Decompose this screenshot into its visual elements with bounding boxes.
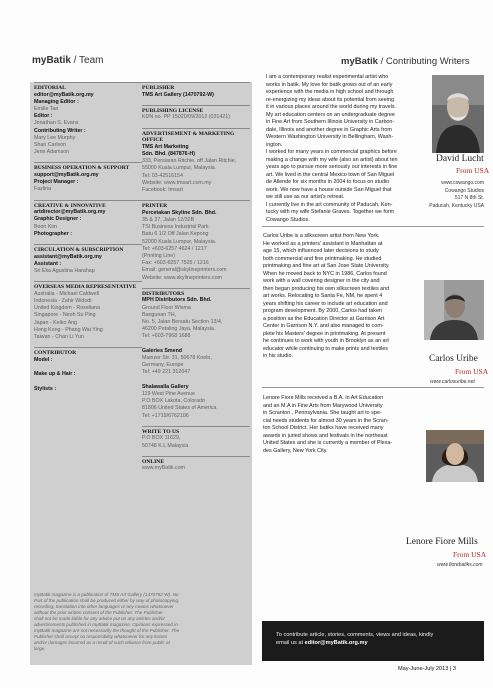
- masthead-line: Shalawalla Gallery: [142, 383, 189, 390]
- masthead-line: Model :: [34, 356, 53, 363]
- section-heading: PRINTER: [142, 200, 250, 210]
- writer-bio-lenore-fiore-mills: [263, 395, 423, 455]
- legal-line: recording, translation into other languages or any means whatsoever: [34, 604, 174, 609]
- email-link[interactable]: editor@myBatik.org.my: [304, 640, 368, 646]
- masthead-line: assistant@myBatik.org.my: [34, 253, 102, 260]
- writer-website: [437, 562, 483, 568]
- brand-name: myBatik: [341, 56, 378, 67]
- writer-origin: From USA: [455, 367, 489, 376]
- divider: [262, 387, 484, 388]
- masthead-column-right: [142, 82, 250, 473]
- masthead-line: Tel: 03-42516154: [142, 172, 183, 179]
- masthead-column-left: [34, 82, 142, 393]
- masthead-section: [34, 244, 142, 275]
- section-heading: PUBLISHING LICENSE: [142, 105, 250, 115]
- masthead-line: Photographer :: [34, 230, 72, 237]
- divider: [262, 226, 484, 227]
- masthead-line: Emilie Tan: [34, 106, 59, 112]
- bio-line: Western Washington University in Bellingham, Wash-: [266, 134, 394, 140]
- legal-line: without the prior written consent of the Publisher. The Publisher: [34, 610, 163, 615]
- masthead-line: Tel: +1719/6762106: [142, 412, 189, 419]
- section-heading: BUSINESS OPERATION & SUPPORT: [34, 162, 142, 172]
- bio-line: art. We lived in the central Mexico town of San Miguel: [266, 171, 395, 178]
- legal-line: large.: [34, 646, 46, 651]
- bio-line: in Scranton , Pennsylvania. She taught art to spe-: [263, 410, 382, 416]
- masthead-line: 119 West Pine Avenue: [142, 391, 196, 398]
- bio-line: Center in Garrison N.Y. and also managed to com-: [263, 323, 384, 329]
- masthead-line: [34, 378, 142, 385]
- writer-website: [430, 379, 475, 385]
- bio-line: Carlos Uribe is a silkscreen artist from New York.: [263, 233, 380, 239]
- masthead-line: Email: general@skylineprinters.com: [142, 267, 227, 274]
- bio-line: years ago to pursue more seriously our interests in fine: [266, 164, 398, 170]
- masthead-line: 333, Persiaran Ritchie, off Jalan Ritchie,: [142, 158, 237, 165]
- bio-line: making a change with my wife (also an artist) about ten: [266, 156, 398, 163]
- masthead-line: P.O BOX 11629,: [142, 435, 181, 442]
- portrait-david-lucht: [432, 75, 484, 153]
- masthead-line: Sdn. Bhd. (847876-H): [142, 150, 195, 157]
- section-name: / Contributing Writers: [377, 56, 470, 67]
- masthead-line: TMS Art Marketing: [142, 143, 189, 150]
- bio-line: in Fine Art from Southern Illinois University in Carbon-: [266, 119, 395, 125]
- masthead-line: Shan Carlson: [34, 142, 67, 149]
- writer-bio-carlos-uribe: [263, 233, 415, 361]
- masthead-line: P.O BOX Lakota, Colorado: [142, 398, 205, 405]
- bio-line: Cowango Studios.: [266, 216, 310, 223]
- legal-line: myBatik magazine are not necessarily the thought of the Publisher. The: [34, 628, 180, 633]
- writer-url[interactable]: www.cowango.com: [441, 180, 484, 186]
- bio-line: de Allende for six months in 2004 to focus on studio: [266, 179, 390, 185]
- masthead-section: [34, 162, 142, 193]
- masthead-line: 55000 Kuala Lumpur, Malaysia.: [142, 165, 217, 172]
- bio-line: he continues to work with youth in Brooklyn as an art: [263, 338, 389, 344]
- section-heading: CONTRIBUTOR: [34, 347, 142, 357]
- masthead-section: [34, 200, 142, 238]
- writer-origin: From USA: [453, 550, 487, 559]
- bio-line: des Gallery, New York City.: [263, 447, 328, 454]
- masthead-line: [142, 377, 250, 384]
- legal-line: and/or damages incurred as a result of such reliance from public at: [34, 640, 170, 645]
- bio-line: in his studio.: [263, 353, 293, 359]
- bio-line: program development. By 2000, Carlos had taken: [263, 308, 382, 314]
- bio-line: educator while continuing to make prints and textiles: [263, 345, 388, 352]
- masthead-line: Fax: +603-6257 7525 / 1216: [142, 260, 209, 267]
- masthead-line: Tel: +603-6257 4624 / 1217: [142, 245, 207, 252]
- legal-line: Publisher shall accept no responsibility whatsoever for any losses: [34, 634, 168, 639]
- masthead-line: Editor :: [34, 113, 53, 120]
- writer-address-line: 517 N 8th St.: [454, 195, 484, 201]
- legal-line: Part of the publication shall be produced either by way of photocopying,: [34, 598, 180, 603]
- writer-name: Carlos Uribe: [429, 354, 478, 364]
- writer-origin: From USA: [456, 166, 490, 175]
- masthead-line: Tel: +603-7968 1688: [142, 333, 191, 340]
- section-heading: OVERSEAS MEDIA REPRESENTATIVE: [34, 281, 142, 291]
- masthead-line: Singapore - Neoh Su Ping: [34, 312, 96, 319]
- masthead-line: Sri Eka Agustina Harahap: [34, 268, 95, 275]
- writer-address-line: Paducah, Kentucky USA: [429, 202, 484, 209]
- contribute-email-line: [276, 639, 484, 647]
- masthead-line: Ground Floor Wisma: [142, 304, 191, 311]
- masthead-section: [142, 128, 250, 195]
- masthead-line: Boon Kim: [34, 223, 57, 230]
- bio-line: I am a contemporary realist experimental artist who: [266, 74, 389, 80]
- masthead-line: 81806 United States of America: [142, 405, 217, 412]
- masthead-line: Hong Kong - Phang Wai Ying: [34, 326, 103, 333]
- masthead-line: Bangunan TH,: [142, 311, 177, 318]
- bio-line: age 15, which influenced later decisions to study: [263, 248, 379, 254]
- bio-line: art works. Relocating to Santa Fe, NM, he spent 4: [263, 293, 383, 299]
- masthead-line: MPH Distributors Sdn. Bhd.: [142, 297, 212, 304]
- masthead-line: Graphic Designer :: [34, 216, 82, 223]
- masthead-line: 52000 Kuala Lumpur, Malaysia.: [142, 238, 217, 245]
- bio-line: tucky with my wife Stefanie Graves. Together we form: [266, 209, 395, 215]
- bio-line: Lenore Fiore Mills received a B.A. in Art Education: [263, 395, 384, 401]
- bio-line: printmaking and fine art at San Jose State University.: [263, 263, 390, 269]
- masthead-section: [34, 82, 142, 156]
- masthead-line: Tel: +49 221 312047: [142, 369, 191, 376]
- masthead-panel: [30, 82, 252, 665]
- masthead-line: Batu 6 1/2 Off Jalan Kepong: [142, 231, 209, 238]
- masthead-section: [34, 347, 142, 393]
- bio-line: then began producing his own silkscreen textiles and: [263, 285, 390, 292]
- contribute-text: To contribute article, stories, comments, views and ideas, kindly: [276, 632, 434, 638]
- masthead-section: [142, 82, 250, 99]
- masthead-line: support@myBatik.org.my: [34, 172, 99, 179]
- writer-url[interactable]: www.fiorebatiks.com: [437, 562, 483, 568]
- masthead-line: [34, 364, 142, 371]
- masthead-line: 50748 K.L Malaysia: [142, 442, 189, 449]
- masthead-line: No. 5, Jalan Bersatu Section 13/4,: [142, 319, 223, 326]
- masthead-section: [34, 281, 142, 341]
- masthead-line: Stylists :: [34, 385, 57, 392]
- writers-header: [341, 56, 470, 67]
- legal-line: myBatik magazine is a publication of TMS Art Gallery (1470792-W). No: [34, 592, 179, 597]
- brand-name: myBatik: [32, 55, 71, 66]
- bio-line: it in various places around the world during my travels.: [266, 104, 397, 110]
- masthead-line: Make up & Hair :: [34, 371, 76, 378]
- masthead-line: United Kingdom - Roseliana: [34, 305, 100, 312]
- bio-line: plete his Masters' degree in printmaking. At present: [263, 330, 386, 337]
- team-header: [32, 55, 104, 66]
- bio-line: a position as the Education Director at Garrison Art: [263, 315, 385, 322]
- bio-line: we still use as our artist's retreat.: [266, 194, 345, 200]
- masthead-section: [142, 200, 250, 282]
- masthead-line: Project Manager :: [34, 179, 79, 186]
- bio-line: I currently live in the art community of Paducah, Ken-: [266, 201, 393, 208]
- bio-line: cial needs students for almost 30 years in the Scran-: [263, 417, 389, 424]
- masthead-section: [142, 456, 250, 473]
- bio-line: works in batik. My love for batik grows out of an early: [266, 81, 393, 88]
- masthead-line: 35 & 37, Jalan 12/32B: [142, 217, 195, 223]
- masthead-section: [142, 288, 250, 420]
- masthead-line: Fazlina: [34, 186, 52, 193]
- contribute-banner: [262, 621, 484, 661]
- section-heading: CIRCULATION & SUBSCRIPTION: [34, 244, 142, 254]
- email-prefix: email us at: [276, 640, 305, 646]
- section-heading: CREATIVE & INNOVATIVE: [34, 200, 142, 210]
- bio-line: ton School District. Her batiks have received many: [263, 425, 384, 431]
- section-heading: ADVERTISEMENT & MARKETING OFFICE: [142, 128, 250, 144]
- bio-line: United States and she is currently a member of Plexa-: [263, 440, 393, 446]
- masthead-line: Jonathan S. Evans: [34, 120, 79, 127]
- masthead-line: Percetakan Skyline Sdn. Bhd.: [142, 209, 217, 216]
- section-name: / Team: [70, 55, 104, 66]
- writer-url[interactable]: www.carlosuribe.net: [430, 379, 475, 385]
- bio-line: ington.: [266, 141, 283, 148]
- masthead-line: Germany, Europe: [142, 362, 184, 369]
- section-heading: EDITORIAL: [34, 82, 142, 92]
- masthead-line: Facebook: tmsart: [142, 187, 183, 193]
- masthead-line: Managing Editor :: [34, 98, 79, 105]
- writer-name: Lenore Fiore Mills: [406, 537, 478, 547]
- bio-line: re-energizing my ideas about its potential from seeing: [266, 96, 394, 103]
- masthead-line: Assistant :: [34, 260, 62, 267]
- masthead-line: Galeries Smend: [142, 347, 183, 354]
- portrait-lenore-fiore-mills: [426, 430, 484, 482]
- bio-line: When he moved back to NYC in 1986, Carlos found: [263, 270, 387, 277]
- writer-bio-david-lucht: [266, 74, 416, 224]
- section-heading: PUBLISHER: [142, 82, 250, 92]
- masthead-line: editor@myBatik.org.my: [34, 91, 94, 98]
- masthead-line: Japan - Keiko Ang: [34, 319, 77, 326]
- masthead-section: [142, 426, 250, 450]
- masthead-line: Website: www.skylineprinters.com: [142, 274, 222, 281]
- writer-contact: [429, 180, 484, 210]
- legal-notice: [34, 592, 248, 652]
- masthead-line: Taiwan - Chan Li Yun: [34, 334, 84, 341]
- masthead-line: Mary Lee Murphy: [34, 134, 76, 141]
- bio-line: He worked as a printers' assistant in Manhattan at: [263, 240, 383, 247]
- masthead-section: [142, 105, 250, 122]
- masthead-line: Website: www.tmsart.com.my: [142, 179, 212, 186]
- masthead-line: Indonesia - Zahir Widodi: [34, 298, 92, 305]
- bio-line: experience with the media in high school and through: [266, 89, 394, 95]
- masthead-line: artdirector@myBatik.org.my: [34, 209, 106, 216]
- masthead-line: TSI Business Industrial Park: [142, 224, 209, 231]
- masthead-line: (Printing Line): [142, 253, 175, 260]
- masthead-line: 46200 Petaling Jaya, Malaysia.: [142, 326, 216, 333]
- page-folio: May-June-July 2013 | 3: [398, 666, 457, 672]
- writer-name: David Lucht: [436, 154, 484, 164]
- masthead-line: KDN no. PP 15020/09/2012 (031421): [142, 114, 230, 121]
- legal-line: shall not be made liable for any advice put on any articles and/or: [34, 616, 166, 621]
- bio-line: both commercial and fine printmaking. He studied: [263, 255, 382, 262]
- bio-line: My art education centers on an undergraduate degree: [266, 111, 395, 118]
- masthead-line: www.myBatik.com: [142, 465, 185, 472]
- masthead-line: [142, 341, 250, 348]
- portrait-carlos-uribe: [424, 280, 484, 340]
- bio-line: I worked for many years in commercial graphics before: [266, 149, 397, 155]
- bio-line: dale, Illinois and another degree in Graphic Arts from: [266, 126, 392, 133]
- bio-line: years shifting his career to include art education and: [263, 300, 388, 307]
- bio-line: work with a wall covering designer in the city and: [263, 278, 380, 284]
- masthead-line: Australia - Michael Caldwell: [34, 290, 100, 297]
- section-heading: ONLINE: [142, 456, 250, 466]
- bio-line: work. We now have a house outside San Miguel that: [266, 186, 392, 193]
- masthead-line: TMS Art Gallery (1470792-W): [142, 91, 214, 98]
- masthead-line: Jenn Adamson: [34, 149, 70, 156]
- legal-line: advertisements published in myBatik magazine. Opinions expressed in: [34, 622, 178, 627]
- section-heading: WRITE TO US: [142, 426, 250, 436]
- masthead-line: Contributing Writer :: [34, 127, 86, 134]
- masthead-line: Mainzer Str. 31, 50678 Koeln,: [142, 355, 212, 362]
- writer-address-line: Cowango Studios: [444, 187, 484, 194]
- bio-line: awards in juried shows and festivals in the northeast: [263, 432, 388, 439]
- bio-line: and an M.A in Fine Arts from Marywood University: [263, 402, 383, 409]
- section-heading: DISTRIBUTORS: [142, 288, 250, 298]
